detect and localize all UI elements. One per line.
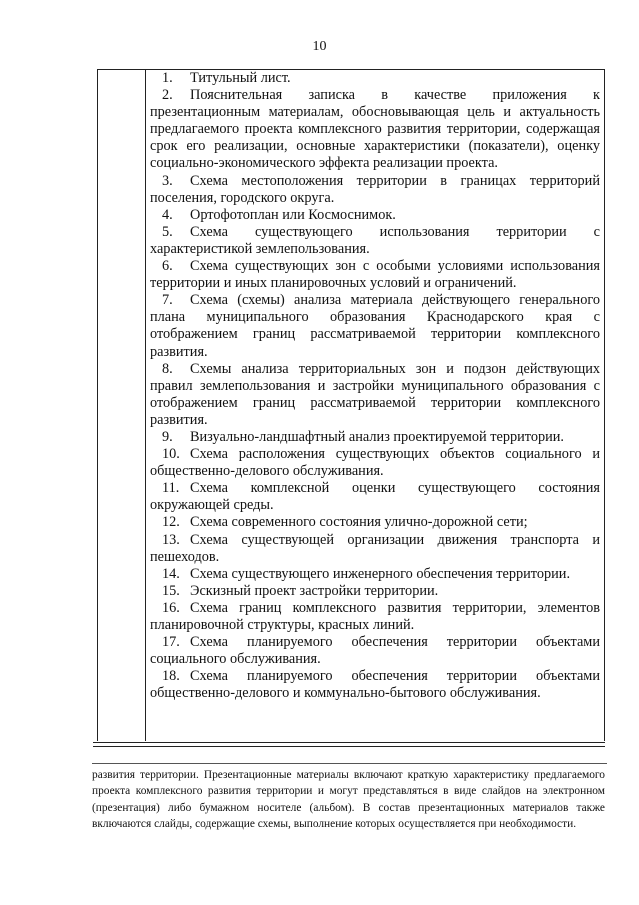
document-table	[97, 69, 605, 741]
footnote-text: развития территории. Презентационные материалы включают краткую характеристику предлагаемого проекта комплексного развития территории и могут представляться в виде слайдов на электронном (презентация) либо бумажном носителе (альбом). В состав презентационных материалов также включаются слайды, содержащие схемы, выполнение которых осуществляется при необходимости.	[92, 769, 605, 831]
list-item-number: 13.	[162, 531, 180, 548]
list-item-text: Схема существующих зон с особыми условиями использования территории и иных планировочных условий и ограничений.	[150, 258, 600, 292]
list-item-text: Эскизный проект застройки территории.	[190, 582, 439, 599]
list-item-text: Визуально-ландшафтный анализ проектируемой территории.	[190, 428, 564, 445]
list-item	[150, 173, 600, 207]
item-list	[146, 70, 604, 702]
list-item	[150, 634, 600, 668]
list-item-number: 4.	[162, 206, 173, 223]
list-item-text: Схема местоположения территории в границах территорий поселения, городского округа.	[150, 172, 600, 206]
list-item-number: 1.	[162, 70, 173, 86]
list-item-number: 7.	[162, 292, 173, 309]
list-item-number: 15.	[162, 582, 180, 599]
list-item	[150, 429, 600, 446]
list-item-number: 3.	[162, 172, 173, 189]
list-item	[150, 292, 600, 360]
list-item	[150, 446, 600, 480]
list-item-text: Схема существующего инженерного обеспечения территории.	[190, 565, 571, 582]
list-item	[150, 258, 600, 292]
list-item-text: Ортофотоплан или Космоснимок.	[190, 206, 396, 223]
list-item	[150, 566, 600, 583]
list-item	[150, 600, 600, 634]
list-item-number: 11.	[162, 480, 180, 497]
list-item-number: 16.	[162, 599, 180, 616]
list-item-text: Схема планируемого обеспечения территории объектами социального обслуживания.	[150, 634, 600, 668]
list-item-text: Схема (схемы) анализа материала действующего генерального плана муниципального образования Краснодарского края с отображением границ рассматриваемой территории комплексного развития.	[150, 292, 600, 360]
table-bottom-rule-double	[93, 746, 605, 747]
table-left-column	[98, 70, 146, 741]
list-item	[150, 87, 600, 172]
list-item-text: Схема расположения существующих объектов социального и общественно-делового обслуживания.	[150, 446, 600, 480]
page-number: 10	[312, 39, 327, 54]
list-item-number: 14.	[162, 565, 180, 582]
list-item-number: 6.	[162, 258, 173, 275]
list-item	[150, 532, 600, 566]
list-item	[150, 361, 600, 429]
footnote-separator	[92, 763, 607, 764]
list-item-number: 12.	[162, 514, 180, 531]
list-item-text: Схема планируемого обеспечения территории объектами общественно-делового и коммунально-бытового обслуживания.	[150, 668, 600, 702]
list-item-number: 5.	[162, 223, 173, 240]
list-item	[150, 668, 600, 702]
list-item-text: Схемы анализа территориальных зон и подзон действующих правил землепользования и застройки муниципального образования с отображением границ рассматриваемой территории комплексного развития.	[150, 360, 600, 428]
list-item-number: 17.	[162, 634, 180, 651]
list-item-number: 9.	[162, 428, 173, 445]
list-item	[150, 480, 600, 514]
list-item-text: Титульный лист.	[190, 70, 291, 86]
list-item	[150, 70, 600, 87]
table-right-column	[146, 70, 604, 741]
table-bottom-rule	[93, 742, 605, 743]
list-item	[150, 583, 600, 600]
list-item-text: Схема комплексной оценки существующего состояния окружающей среды.	[150, 480, 600, 514]
list-item-text: Пояснительная записка в качестве приложения к презентационным материалам, обосновывающая цель и актуальность предлагаемого проекта комплексного развития территории, содержащая срок его реализации, основные характеристики (показатели), оценку социально-экономического эффекта реализации проекта.	[150, 87, 600, 172]
list-item-number: 2.	[162, 87, 173, 104]
list-item-number: 18.	[162, 668, 180, 685]
list-item-text: Схема современного состояния улично-дорожной сети;	[190, 514, 528, 531]
list-item	[150, 514, 600, 531]
list-item-text: Схема границ комплексного развития территории, элементов планировочной структуры, красных линий.	[150, 599, 600, 633]
list-item-number: 8.	[162, 360, 173, 377]
list-item	[150, 224, 600, 258]
list-item-text: Схема существующей организации движения транспорта и пешеходов.	[150, 531, 600, 565]
list-item-text: Схема существующего использования территории с характеристикой землепользования.	[150, 223, 600, 257]
list-item-number: 10.	[162, 446, 180, 463]
list-item	[150, 207, 600, 224]
